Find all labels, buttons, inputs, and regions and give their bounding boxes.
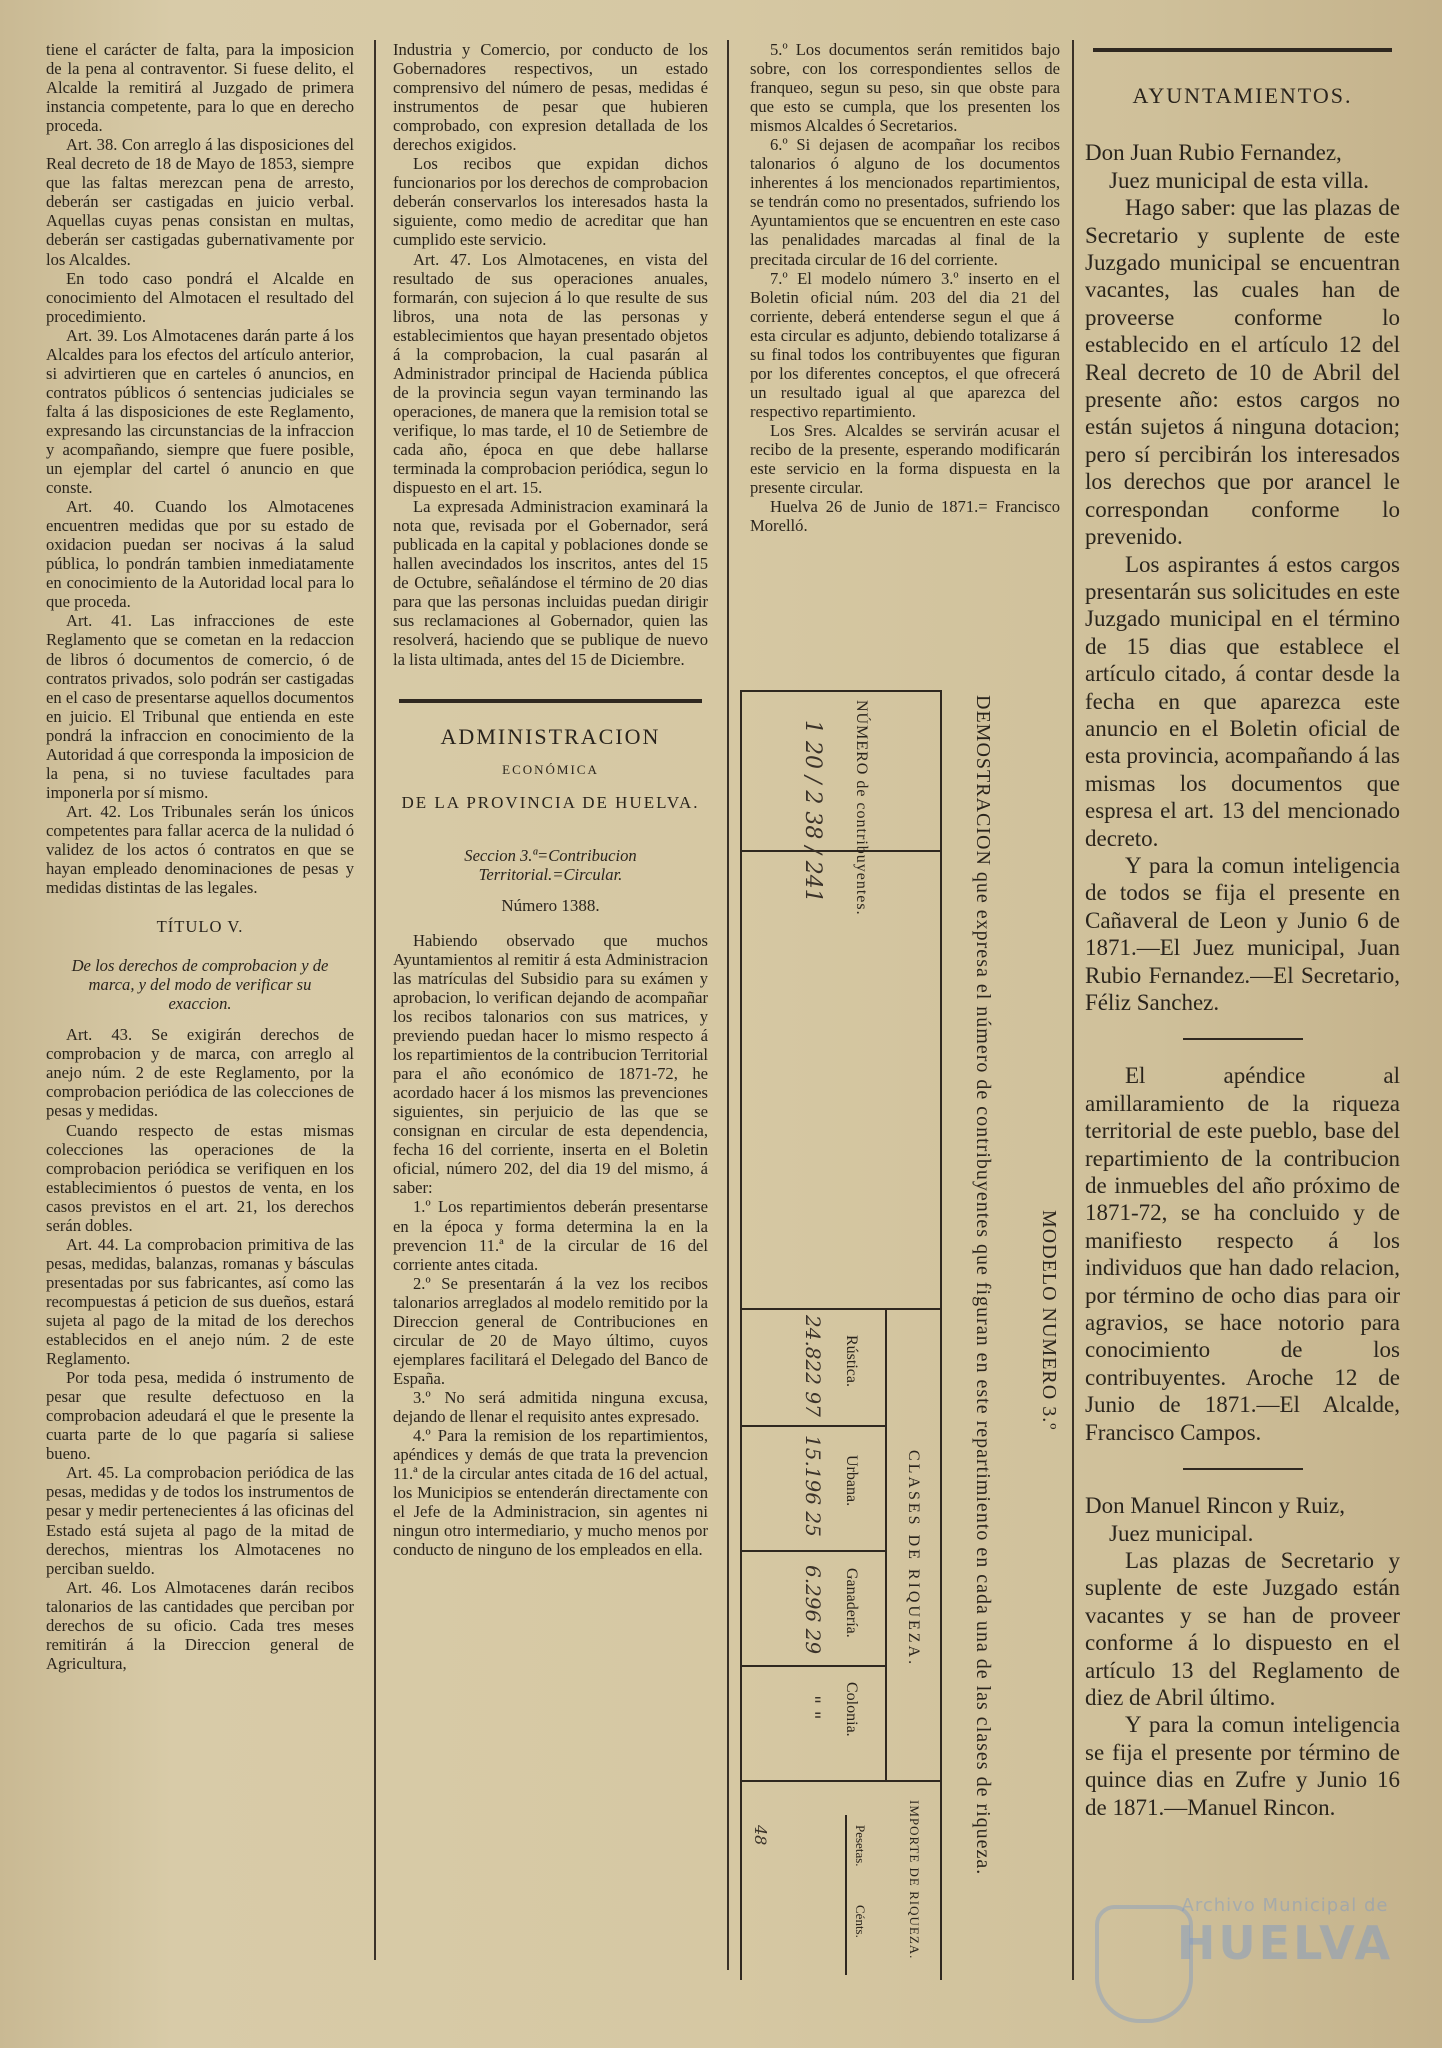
paragraph: tiene el carácter de falta, para la imposicion de la pena al contraventor. Si fuese delito, el Alcalde la remitirá al Juzgado de primera instancia competente, para lo que en derecho proceda.: [46, 40, 354, 136]
section-divider: [1093, 48, 1392, 52]
handwritten-ganaderia: 6.296 29: [801, 1565, 825, 1655]
paragraph: Art. 41. Las infracciones de este Reglamento que se cometan en la redaccion de libros ó documentos de comercio, ó de contratos privados, solo podrán ser castigadas en el caso de presentarse aquellos documentos en juicio. El Tribunal que entienda en este pondrá la infraccion en conocimiento de la Autoridad á que corresponda la imposicion de la pena, si no tuviese facultades para imponerla por sí mismo.: [46, 611, 354, 802]
table-title: [968, 695, 998, 1975]
paragraph: Art. 46. Los Almotacenes darán recibos talonarios de las cantidades que perciban por derechos de su oficio. Cada tres meses remitirán á la Direccion general de Agricultura,: [46, 1577, 354, 1673]
ayuntamientos-heading: AYUNTAMIENTOS.: [1132, 83, 1353, 108]
clases-header: CLASES DE RIQUEZA.: [905, 1450, 922, 1668]
paragraph: Art. 40. Cuando los Almotacenes encuentren medidas que por su estado de oxidacion puedan ser nocivas á la salud pública, lo pondrán tambien inmediatamente en conocimiento de la Autoridad local para lo que proceda.: [46, 497, 354, 612]
section-subheading: DE LA PROVINCIA DE HUELVA.: [401, 792, 700, 812]
circular-section: Seccion 3.ª=Contribucion Territorial.=Circular.: [464, 845, 637, 884]
table-rule: [740, 850, 940, 852]
notice-header: Don Manuel Rincon y Ruiz,: [1085, 1493, 1345, 1519]
table-rule: [845, 1815, 847, 1975]
paragraph: Por toda pesa, medida ó instrumento de pesar que resulte defectuoso en la comprobacion adeudará el que le presente la cuarta parte de lo que pagaría si saliese bueno.: [46, 1368, 354, 1464]
section-subtitle: De los derechos de comprobacion y de marca, y del modo de verificar su exaccion.: [71, 956, 329, 1014]
table-rule: [740, 1665, 885, 1667]
paragraph: Art. 38. Con arreglo á las disposiciones del Real decreto de 18 de Mayo de 1853, siempre que las faltas merezcan pena de arresto, deberán ser castigadas en juicio verbal. Aquellas cuyas penas consistan en multas, deberán ser castigadas gubernativamente por los Alcaldes.: [46, 135, 354, 269]
archive-stamp: [1165, 1895, 1405, 2035]
handwritten-margin: 48: [751, 1825, 770, 1846]
col-header-numero: NÚMERO de contribuyentes.: [853, 700, 870, 916]
notice-divider: [1183, 1468, 1303, 1470]
table-title-text: DEMOSTRACION que expresa el número de contribuyentes que figuran en este repartimiento en cada una de las clases de riqueza.: [972, 695, 994, 1876]
notice-subheader: Juez municipal.: [1109, 1520, 1254, 1546]
handwritten-rustica: 24.822 97: [801, 1315, 825, 1417]
stamp-line: Archivo Municipal de: [1181, 1895, 1389, 1916]
table-rule: [740, 690, 742, 1980]
paragraph: El apéndice al amillaramiento de la riqueza territorial de este pueblo, base del repartimiento de la contribucion de inmuebles del año próximo de 1871-72, se ha concluido y de manifiesto respecto á los individuos que han dado relacion, por término de ocho dias para oir agravios, se hace notorio para conocimiento de los contribuyentes. Aroche 12 de Junio de 1871.—El Alcalde, Francisco Campos.: [1085, 1063, 1400, 1445]
stamp-line: HUELVA: [1176, 1916, 1394, 1970]
col-header-colonia: Colonia.: [843, 1682, 860, 1737]
paragraph: 3.º No será admitida ninguna excusa, dejando de llenar el requisito antes expresado.: [393, 1387, 708, 1426]
table-rule: [740, 1308, 940, 1310]
paragraph: Art. 39. Los Almotacenes darán parte á los Alcaldes para los efectos del artículo anterior, si advirtieren que en carteles ó anuncios, en contratos públicos ó sentencias judiciales se falta á las disposiciones de este Reglamento, expresando las circunstancias de la infraccion y acompañando, siempre que fuere posible, un ejemplar del cartel ó anuncio en que conste.: [46, 325, 354, 498]
paragraph: Los Sres. Alcaldes se servirán acusar el recibo de la presente, esperando modificarán este servicio en la forma dispuesta en la presente circular.: [750, 420, 1060, 498]
table-rule: [940, 690, 942, 1980]
col-header-cents: Cénts.: [853, 1905, 868, 1938]
notice-canaveral: [1085, 139, 1400, 1016]
table-rule: [740, 690, 940, 692]
section-heading: ADMINISTRACION: [440, 723, 661, 749]
handwritten-colonia: " ": [801, 1695, 825, 1720]
handwritten-urbana: 15.196 25: [801, 1435, 825, 1537]
table-rule: [740, 1425, 885, 1427]
city-seal-icon: [1095, 1905, 1193, 2023]
column-rule: [374, 40, 376, 1960]
notice-aroche: [1085, 1062, 1400, 1446]
notice-header: Don Juan Rubio Fernandez,: [1085, 140, 1342, 166]
paragraph: Art. 44. La comprobacion primitiva de las pesas, medidas, balanzas, romanas y básculas presentadas por sus fabricantes, así como las recompuestas á peticion de sus dueños, estará sujeta al pago de la mitad de los derechos establecidos en el anejo núm. 2 de este Reglamento.: [46, 1234, 354, 1369]
col-header-rustica: Rústica.: [843, 1335, 860, 1387]
circular-number: Número 1388.: [501, 895, 600, 915]
paragraph: Cuando respecto de estas mismas colecciones las operaciones de la comprobacion periódica se verifiquen en los establecimientos ó puestos de venta, en los casos previstos en el art. 21, los derechos serán dobles.: [46, 1120, 354, 1235]
paragraph: 4.º Para la remision de los repartimientos, apéndices y demás de que trata la prevencion 11.ª de la circular antes citada de 16 del actual, los Municipios se entenderán directamente con el Jefe de la Administracion, sin agentes ni ningun otro intermediario, y mucho menos por conducto de ninguno de los empleados en ella.: [393, 1426, 708, 1560]
paragraph: 7.º El modelo número 3.º inserto en el Boletin oficial núm. 203 del dia 21 del corriente, deberá entenderse segun el que á esta circular es adjunto, debiendo totalizarse á su final todos los contribuyentes que figuran por los diferentes conceptos, el que ofrecerá un resultado igual al que aparezca del respectivo repartimiento.: [750, 268, 1060, 421]
paragraph: 1.º Los repartimientos deberán presentarse en la época y forma determina la en la prevencion 11.ª de la circular de 16 del corriente antes citada.: [393, 1197, 708, 1274]
paragraph: Y para la comun inteligencia de todos se fija el presente en Cañaveral de Leon y Junio 6 de 1871.—El Juez municipal, Juan Rubio Fernandez.—El Secretario, Féliz Sanchez.: [1085, 852, 1400, 1015]
section-title: TÍTULO V.: [156, 917, 244, 937]
notice-divider: [1183, 1038, 1303, 1040]
modelo-3-table: [730, 690, 1075, 1980]
paragraph: Hago saber: que las plazas de Secretario y suplente de este Juzgado municipal se encuentran vacantes, las cuales han de proveerse conforme lo establecido en el artículo 12 del Real decreto de 10 de Abril del presente año: estos cargos no están sujetos á ninguna dotacion; pero sí percibirán los interesados los derechos que por arancel le correspondan conforme lo prevenido.: [1085, 195, 1400, 550]
col-header-pesetas: Pesetas.: [853, 1825, 868, 1867]
paragraph: Art. 43. Se exigirán derechos de comprobacion y de marca, con arreglo al anejo núm. 2 de este Reglamento, por la comprobacion periódica de las colecciones de pesas y medidas.: [46, 1025, 354, 1121]
table-rule: [740, 1550, 885, 1552]
column-1: [46, 40, 354, 2018]
paragraph: En todo caso pondrá el Alcalde en conocimiento del Almotacen el resultado del procedimiento.: [46, 268, 354, 326]
paragraph: 5.º Los documentos serán remitidos bajo sobre, con los correspondientes sellos de franqueo, segun su peso, sin que obste para que esto se cumpla, que los presenten los mismos Alcaldes ó Secretarios.: [750, 40, 1060, 136]
col-header-urbana: Urbana.: [843, 1455, 860, 1507]
modelo-title: MODELO NUMERO 3.º: [1038, 1210, 1060, 1431]
paragraph: La expresada Administracion examinará la nota que, revisada por el Gobernador, será publicada en la capital y poblaciones donde se hallen avecindados los inscritos, antes del 15 de Octubre, señalándose el término de 20 dias para que las personas incluidas puedan dirigir sus reclamaciones al Gobernador, quien las resolverá, haciendo que se publique de nuevo la lista ultimada, antes del 15 de Diciembre.: [393, 497, 708, 669]
paragraph: 6.º Si dejasen de acompañar los recibos talonarios ó alguno de los documentos inherentes á los mencionados repartimientos, se tendrán como no presentados, sufriendo los Ayuntamientos que se encuentren en este caso las penalidades marcadas al final de la precitada circular de 16 del corriente.: [750, 135, 1060, 269]
paragraph: Art. 47. Los Almotacenes, en vista del resultado de sus operaciones anuales, formarán, con sujecion á lo que resulte de sus libros, una nota de las personas y establecimientos que hayan presentado objetos á la comprobacion, la cual pasarán al Administrador principal de Hacienda pública de la provincia segun vayan terminando las operaciones, de manera que la remision total se verifique, lo mas tarde, el 10 de Setiembre de cada año, época en que debe hallarse terminada la comprobacion periódica, segun lo dispuesto en el art. 15.: [393, 249, 708, 498]
notice-subheader: Juez municipal de esta villa.: [1109, 167, 1369, 193]
column-2: [393, 40, 708, 2018]
paragraph: 2.º Se presentarán á la vez los recibos talonarios arreglados al modelo remitido por la Direccion general de Contribuciones en circular de 20 de Mayo último, cuyos ejemplares facilitará el Delegado del Banco de España.: [393, 1273, 708, 1388]
column-3: [750, 40, 1060, 680]
paragraph: Y para la comun inteligencia se fija el presente por término de quince dias en Zufre y Junio 16 de 1871.—Manuel Rincon.: [1085, 1712, 1400, 1820]
section-divider: [399, 699, 702, 703]
importe-header: IMPORTE DE RIQUEZA.: [907, 1800, 922, 1960]
paragraph: Los aspirantes á estos cargos presentarán sus solicitudes en este Juzgado municipal en el término de 15 dias que establece el artículo citado, á contar desde la fecha en que aparezca este anuncio en el Boletin oficial de esta provincia, acompañando á las mismas los documentos que espresa el art. 13 del mencionado decreto.: [1085, 551, 1400, 851]
paragraph: Los recibos que expidan dichos funcionarios por los derechos de comprobacion deberán conservarlos los interesados hasta la siguiente, como medio de acreditar que han cumplido este servicio.: [393, 154, 708, 250]
column-rule: [727, 40, 729, 1970]
table-rule: [885, 1308, 887, 1780]
signature: Huelva 26 de Junio de 1871.= Francisco Morelló.: [750, 497, 1060, 536]
section-subheading: ECONÓMICA: [502, 761, 599, 777]
paragraph: Las plazas de Secretario y suplente de este Juzgado están vacantes y se han de proveer conforme á lo dispuesto en el artículo 13 del Reglamento de diez de Abril último.: [1085, 1547, 1400, 1710]
handwritten-numero: 1 20 / 2 38 / 241: [800, 720, 825, 903]
paragraph: Industria y Comercio, por conducto de los Gobernadores respectivos, un estado comprensivo del número de pesas, medidas é instrumentos de pesar que hubieren comprobado, con expresion detallada de los derechos exigidos.: [393, 40, 708, 155]
col-header-ganaderia: Ganadería.: [843, 1568, 860, 1638]
table-rule: [740, 1780, 940, 1782]
column-4: [1085, 48, 1400, 2018]
notice-zufre: [1085, 1492, 1400, 1821]
paragraph: Art. 42. Los Tribunales serán los únicos competentes para fallar acerca de la nulidad ó validez de los actos ó contratos en que se hayan empleado denominaciones de pesas y medidas distintas de las legales.: [46, 801, 354, 898]
paragraph: Habiendo observado que muchos Ayuntamientos al remitir á esta Administracion las matrículas del Subsidio para su exámen y aprobacion, lo verifican dejando de acompañar los recibos talonarios con sus matrices, y previendo puedan hacer lo mismo respecto á los repartimientos de la contribucion Territorial para el año económico de 1871-72, he acordado hacer á los mismos las prevenciones siguientes, sin perjuicio de las que se consignan en circular de esta dependencia, fecha 16 del corriente, inserta en el Boletin oficial, número 202, del dia 19 del mismo, á saber:: [393, 930, 708, 1198]
paragraph: Art. 45. La comprobacion periódica de las pesas, medidas y de todos los instrumentos de pesar y medir pertenecientes á las oficinas del Estado está sujeta al pago de la mitad de derechos, mientras los Almotacenes no perciban sueldo.: [46, 1463, 354, 1578]
